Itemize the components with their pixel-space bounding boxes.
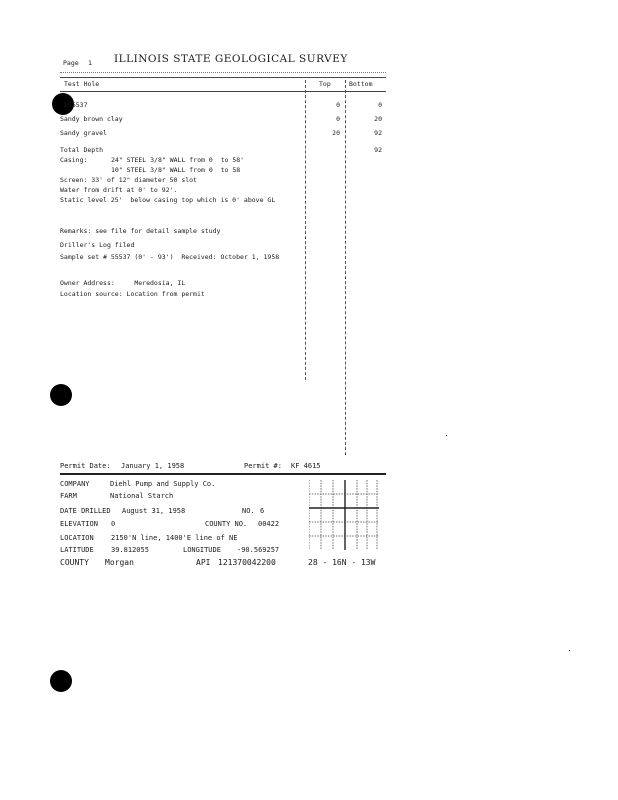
punch-hole-bottom [50, 670, 72, 692]
table-row-label: N55537 [64, 101, 88, 109]
scan-speck [569, 650, 570, 651]
column-header-bottom: Bottom [349, 80, 373, 88]
static-level-note: Static level 25' below casing top which is 0' above GL [60, 196, 276, 204]
table-row-top: 0 [336, 115, 340, 123]
company-label: COMPANY [60, 480, 90, 488]
table-row-bottom: 92 [374, 129, 382, 137]
location-source: Location source: Location from permit [60, 290, 205, 298]
date-drilled-value: August 31, 1958 [122, 507, 186, 515]
column-divider-left [305, 80, 306, 380]
longitude-value: -90.569257 [237, 546, 280, 554]
total-depth-label: Total Depth [60, 146, 104, 154]
table-row-bottom: 0 [378, 101, 382, 109]
header-rule-top [60, 77, 386, 78]
page-number: 1 [88, 59, 92, 67]
api-label: API [196, 558, 211, 567]
location-label: LOCATION [60, 534, 94, 542]
api-value: 121370042200 [218, 558, 276, 567]
drillers-log-note: Driller's Log filed [60, 241, 135, 249]
county-value: Morgan [105, 558, 134, 567]
table-row-top: 20 [332, 129, 340, 137]
screen-note: Screen: 33' of 12" diameter 50 slot [60, 176, 197, 184]
water-note: Water from drift at 0' to 92'. [60, 186, 178, 194]
latitude-value: 39.812055 [111, 546, 149, 554]
permit-number: KF 4615 [291, 462, 321, 470]
date-drilled-label: DATE DRILLED [60, 507, 111, 515]
scan-speck [446, 435, 447, 436]
elevation-label: ELEVATION [60, 520, 98, 528]
longitude-label: LONGITUDE [183, 546, 221, 554]
permit-rule [60, 473, 386, 475]
header-rule-bottom [60, 91, 386, 92]
farm-label: FARM [60, 492, 77, 500]
owner-address: Owner Address: Meredosia, IL [60, 279, 186, 287]
punch-hole-middle [50, 384, 72, 406]
table-row-bottom: 20 [374, 115, 382, 123]
section-grid [309, 480, 379, 550]
latitude-label: LATITUDE [60, 546, 94, 554]
county-label: COUNTY [60, 558, 89, 567]
county-no-label: COUNTY NO. [205, 520, 248, 528]
company-value: Diehl Pump and Supply Co. [110, 480, 216, 488]
table-row-label: Sandy brown clay [60, 115, 123, 123]
remarks-note: Remarks: see file for detail sample study [60, 227, 221, 235]
permit-date: January 1, 1958 [121, 462, 185, 470]
column-divider-right [345, 80, 346, 455]
elevation-value: 0 [111, 520, 116, 528]
column-header-test-hole: Test Hole [64, 80, 100, 88]
location-value: 2150'N line, 1400'E line of NE [111, 534, 238, 542]
total-depth-value: 92 [374, 146, 382, 154]
county-no-value: 00422 [258, 520, 280, 528]
header-dotted-rule [60, 72, 386, 73]
farm-value: National Starch [110, 492, 174, 500]
page-title: ILLINOIS STATE GEOLOGICAL SURVEY [114, 53, 348, 65]
column-header-top: Top [319, 80, 331, 88]
township-range: 28 - 16N - 13W [308, 558, 376, 567]
casing-line-2: 10" STEEL 3/8" WALL from 0 to 58 [111, 166, 241, 174]
permit-number-label: Permit #: [244, 462, 282, 470]
page-label: Page [63, 59, 79, 67]
table-row-top: 0 [336, 101, 340, 109]
well-no-value: 6 [260, 507, 265, 515]
well-no-label: NO. [242, 507, 255, 515]
permit-date-label: Permit Date: [60, 462, 111, 470]
casing-label: Casing: [60, 156, 88, 164]
sample-set-note: Sample set # 55537 (0' - 93') Received: October 1, 1958 [60, 253, 280, 261]
casing-line-1: 24" STEEL 3/8" WALL from 0 to 58' [111, 156, 245, 164]
table-row-label: Sandy gravel [60, 129, 107, 137]
